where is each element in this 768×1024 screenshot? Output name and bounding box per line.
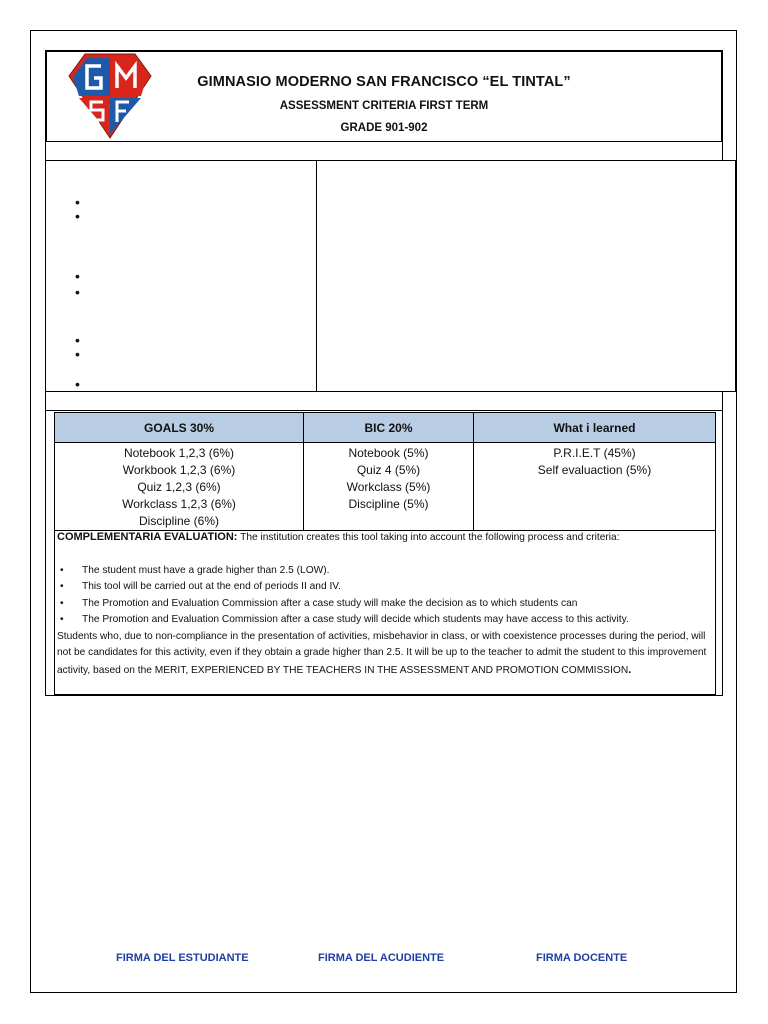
learned-header: What i learned [474,413,716,443]
complementary-intro-line [57,529,713,547]
student-signature-label: FIRMA DEL ESTUDIANTE [116,952,249,964]
list-item: • This tool will be carried out at the end of periods II and IV. [60,581,341,592]
goals-header: GOALS 30% [55,413,304,443]
column-divider [316,161,317,391]
bic-header: BIC 20% [304,413,474,443]
criteria-item: Self evaluaction (5%) [537,463,652,477]
list-item: • The Promotion and Evaluation Commission after a case study will make the decision as to which students can [60,597,578,609]
list-item: • The student must have a grade higher than 2.5 (LOW). [60,564,330,576]
teacher-signature-label: FIRMA DOCENTE [536,952,628,964]
objectives-box [45,160,736,392]
learned-column [474,443,716,531]
guardian-signature-label: FIRMA DEL ACUDIENTE [318,952,445,964]
goals-column [55,443,304,531]
list-item: • The Promotion and Evaluation Commission after a case study will decide which students may have access to this activity. [60,614,629,625]
criteria-table [54,412,716,531]
criteria-item: Workclass (5%) [346,480,431,494]
spacer-row [45,391,723,411]
complementary-paragraph: Students who, due to non-compliance in the presentation of activities, misbehavior in class, or with coexistence processes during the period, will not be candidates for this activity, even if they obtain a grade higher than 2.5. It will be up to the teacher to admit the student to this improvement activity, based on the MERIT, EXPERIENCED BY THE TEACHERS IN THE ASSESSMENT AND PROMOTION COMMISSION. [57,630,707,676]
complementary-title: COMPLEMENTARIA EVALUATION: [57,531,238,543]
criteria-item: Discipline (6%) [138,514,220,528]
bullet: • [75,346,80,362]
bullet: • [75,194,80,210]
bullet: • [75,376,80,392]
criteria-item: Workclass 1,2,3 (6%) [122,497,236,511]
bullet: • [75,268,80,284]
criteria-item: Quiz 1,2,3 (6%) [137,480,221,494]
grade-label: GRADE 901-902 [340,122,428,134]
complementary-evaluation [54,529,716,695]
criteria-item: Workbook 1,2,3 (6%) [122,463,236,477]
criteria-item: Quiz 4 (5%) [356,463,421,477]
criteria-item: Notebook 1,2,3 (6%) [123,446,235,460]
spacer-row [45,142,723,160]
document-subtitle: ASSESSMENT CRITERIA FIRST TERM [279,100,489,112]
criteria-item: Discipline (5%) [348,497,429,511]
document-header [45,50,723,142]
criteria-item: P.R.I.E.T (45%) [553,446,636,460]
bullet: • [75,284,80,300]
bullet: • [75,332,80,348]
bic-column [304,443,474,531]
bullet: • [75,208,80,224]
school-name: GIMNASIO MODERNO SAN FRANCISCO “EL TINTAL” [197,74,571,90]
criteria-item: Notebook (5%) [348,446,429,460]
criteria-section [45,410,723,696]
complementary-intro: The institution creates this tool taking into account the following process and criteria: [237,532,620,543]
